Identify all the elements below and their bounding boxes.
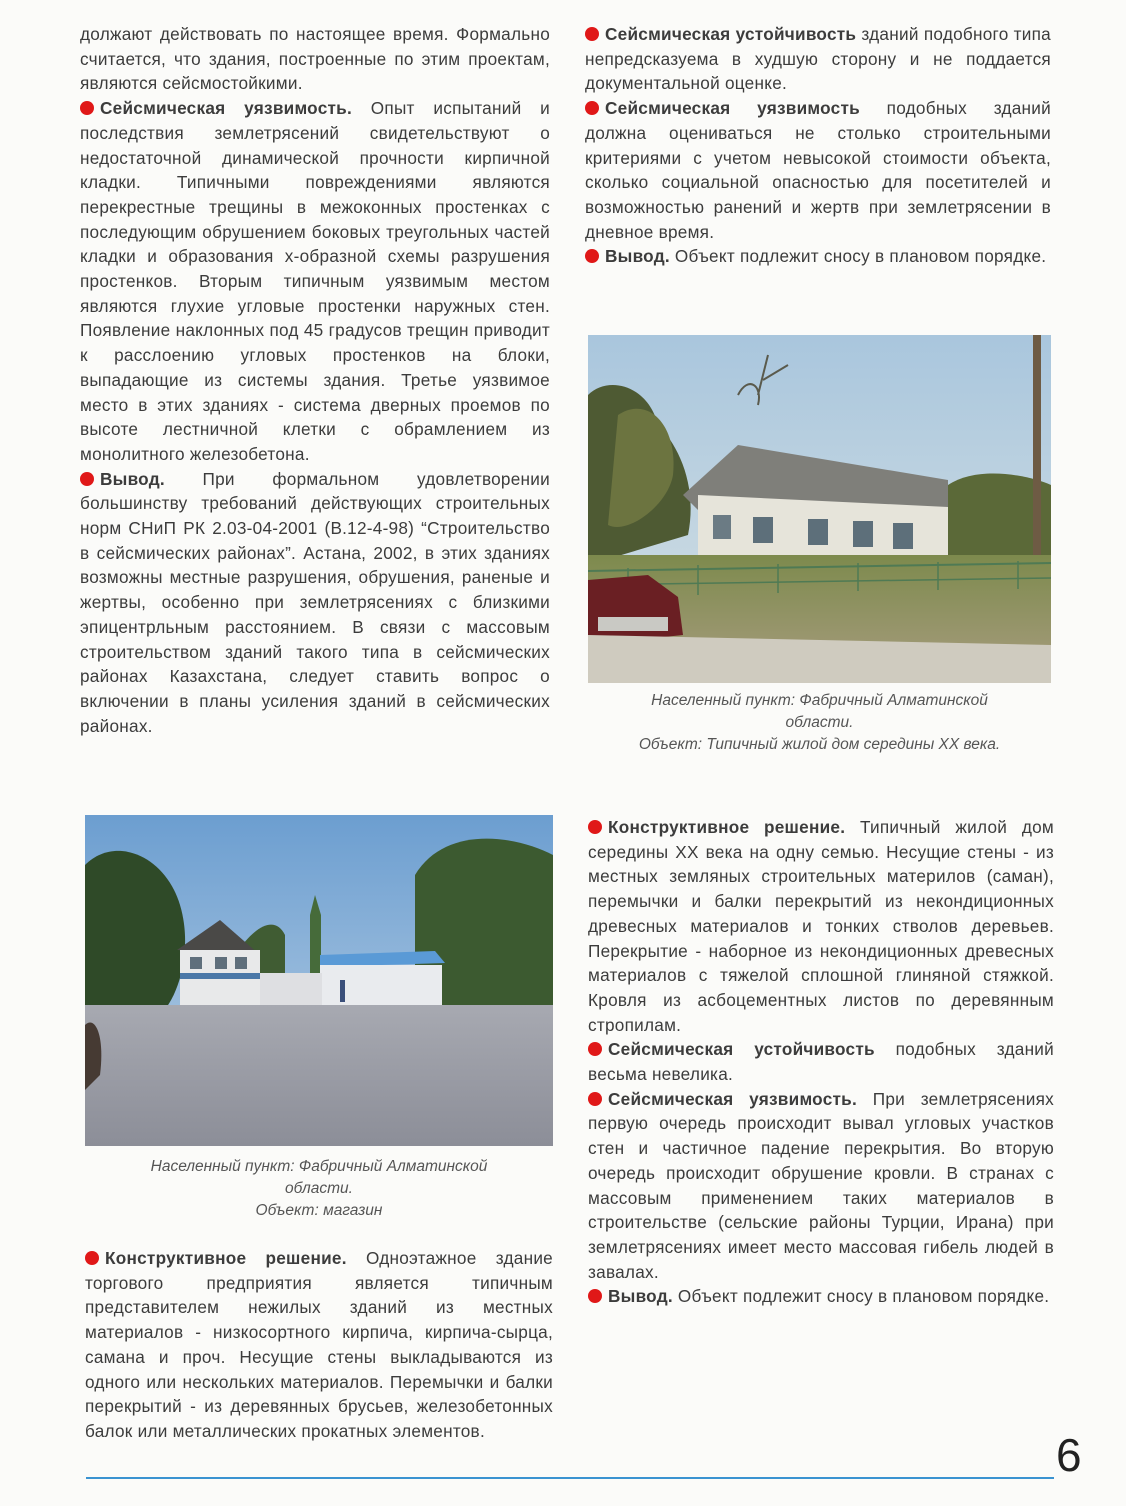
- paragraph-body: Одноэтажное здание торгового предприятия является типичным представителем нежилых зданий из местных материалов - низкосортного кирпича, кирпича-сырца, самана и проч. Несущие стены выкладываются из одного или нескольких материалов. Перемычки и балки перекрытий - из деревянных брусьев, железобетонных балок или металлических прокатных элементов.: [85, 1248, 553, 1441]
- paragraph-body: Объект подлежит сносу в плановом порядке.: [674, 246, 1047, 267]
- paragraph-stability: [588, 1037, 1054, 1086]
- paragraph-structure: [85, 1246, 553, 1444]
- house-photo: [588, 335, 1051, 683]
- paragraph-body: Опыт испытаний и последствия землетрясений свидетельствуют о недостаточной динамической прочности кирпичной кладки. Типичными повреждениями являются перекрестные трещины в межоконных простенках с последующим обрушением боковых треугольных частей кладки и образования х-образной схемы разрушения простенков. Вторым типичным уязвимым местом являются глухие угловые простенки наружных стен. Появление наклонных под 45 градусов трещин приводит к расслоению угловых простенков на блоки, выпадающие из системы здания. Третье уязвимое место в этих зданиях - система дверных проемов по высоте лестничной клетки с обрамлением из монолитного железобетона.: [80, 98, 551, 464]
- caption-line: области.: [285, 1180, 353, 1197]
- paragraph-conclusion: [585, 244, 1051, 269]
- red-bullet-icon: [585, 27, 599, 41]
- red-bullet-icon: [588, 1042, 602, 1056]
- shop-photo-image: [85, 815, 553, 1146]
- red-bullet-icon: [588, 820, 602, 834]
- red-bullet-icon: [585, 101, 599, 115]
- right-column-text: [585, 22, 1051, 269]
- footer-rule: [86, 1477, 1054, 1479]
- shop-photo-caption: [85, 1156, 553, 1222]
- paragraph-vulnerability: [588, 1087, 1054, 1285]
- paragraph-heading: Сейсмическая уязвимость: [605, 98, 860, 119]
- house-photo-caption: [588, 690, 1051, 756]
- paragraph-body: подобных зданий должна оцениваться не столько строительными критериями с учетом невысокой стоимости объекта, сколько социальной опасностью для посетителей и возможностью ранений и жертв при землетрясении в дневное время.: [585, 98, 1051, 242]
- red-bullet-icon: [585, 249, 599, 263]
- page-number: 6: [1056, 1429, 1082, 1481]
- paragraph-heading: Вывод.: [100, 468, 165, 489]
- paragraph-vulnerability: [80, 96, 550, 467]
- caption-line: Населенный пункт: Фабричный Алматинской: [651, 692, 988, 709]
- caption-line: Объект: Типичный жилой дом середины XX века.: [638, 736, 1001, 753]
- paragraph-body: При землетрясениях первую очередь происходит вывал угловых участков стен и частичное падение перекрытия. Во вторую очередь происходит обрушение кровли. В странах с массовым применением таких материалов в строительстве (сельские районы Турции, Ирана) при землетрясениях имеет место массовая гибель людей в завалах.: [588, 1088, 1055, 1282]
- paragraph-body: подобных зданий весьма невелика.: [588, 1039, 1055, 1085]
- paragraph-body: Типичный жилой дом середины XX века на одну семью. Несущие стены - из местных земляных строительных материлов (саман), перемычки и балки перекрытий из некондиционных древесных материалов и тонких стволов деревьев. Перекрытие - наборное из некондиционных древесных материалов с тяжелой сплошной глиняной стяжкой. Кровля из асбоцементных листов по деревянным стропилам.: [588, 817, 1054, 1035]
- shop-section-text: [85, 1246, 553, 1444]
- red-bullet-icon: [588, 1092, 602, 1106]
- caption-line: Населенный пункт: Фабричный Алматинской: [150, 1158, 488, 1175]
- paragraph-stability: [585, 22, 1051, 96]
- paragraph-heading: Сейсмическая уязвимость.: [100, 98, 353, 119]
- caption-line: Объект: магазин: [255, 1202, 383, 1219]
- paragraph-body: зданий подобного типа непредсказуема в худшую сторону и не поддается документальной оценке.: [585, 24, 1051, 94]
- paragraph-continued: должают действовать по настоящее время. Формально считается, что здания, построенные по этим проектам, являются сейсмостойкими.: [80, 24, 550, 94]
- paragraph-heading: Вывод.: [605, 246, 670, 267]
- shop-photo: [85, 815, 553, 1146]
- paragraph-structure: [588, 815, 1054, 1037]
- paragraph-heading: Конструктивное решение.: [105, 1248, 347, 1268]
- paragraph-body: Объект подлежит сносу в плановом порядке.: [677, 1286, 1050, 1307]
- paragraph-heading: Конструктивное решение.: [608, 817, 846, 837]
- paragraph-heading: Сейсмическая устойчивость: [608, 1039, 875, 1060]
- paragraph-body: При формальном удовлетворении большинству требований действующих строительных норм СНиП РК 2.03-04-2001 (В.12-4-98) “Строительство в сейсмических районах”. Астана, 2002, в этих зданиях возможны местные разрушения, обрушения, раненые и жертвы, особенно при землетрясениях с близкими эпицентрльным расстоянием. В связи с массовым строительством зданий такого типа в сейсмических районах Казахстана, следует ставить вопрос о включении в планы усиления зданий в сейсмических районах.: [80, 468, 550, 736]
- house-section-text: [588, 815, 1054, 1309]
- paragraph-heading: Сейсмическая уязвимость.: [608, 1088, 858, 1109]
- red-bullet-icon: [85, 1251, 99, 1265]
- left-column-text: [80, 22, 550, 738]
- paragraph-heading: Сейсмическая устойчивость: [605, 24, 857, 44]
- red-bullet-icon: [588, 1289, 602, 1303]
- paragraph-heading: Вывод.: [608, 1286, 673, 1307]
- caption-line: области.: [785, 714, 854, 731]
- red-bullet-icon: [80, 101, 94, 115]
- house-photo-image: [588, 335, 1051, 683]
- paragraph-conclusion: [588, 1284, 1054, 1309]
- paragraph-vulnerability: [585, 96, 1051, 244]
- paragraph-conclusion: [80, 467, 550, 739]
- red-bullet-icon: [80, 472, 94, 486]
